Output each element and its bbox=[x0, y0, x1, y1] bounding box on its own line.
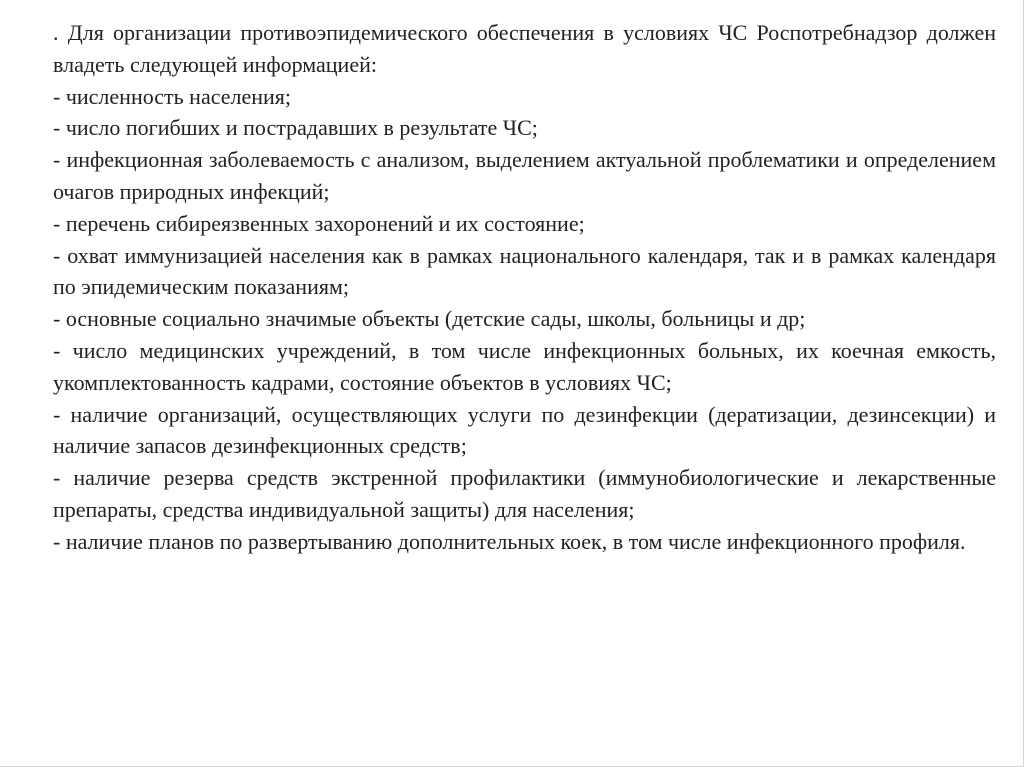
list-item-prophylaxis-reserve: - наличие резерва средств экстренной профилактики (иммунобиологические и лекарственные препараты, средства индивидуальной защиты) для населения; bbox=[53, 465, 996, 522]
document-text-block bbox=[53, 17, 996, 558]
list-item-medical-institutions: - число медицинских учреждений, в том числе инфекционных больных, их коечная емкость, укомплектованность кадрами, состояние объектов в условиях ЧС; bbox=[53, 337, 996, 395]
list-item-social-objects: - основные социально значимые объекты (детские сады, школы, больницы и др; bbox=[53, 306, 806, 332]
list-item-casualties: - число погибших и пострадавших в результате ЧС; bbox=[53, 115, 538, 141]
list-item-anthrax-burials: - перечень сибиреязвенных захоронений и их состояние; bbox=[53, 210, 585, 236]
list-item-population: - численность населения; bbox=[53, 83, 292, 109]
list-item-immunization-coverage: - охват иммунизацией населения как в рамках национального календаря, так и в рамках календаря по эпидемическим показаниям; bbox=[53, 242, 996, 300]
list-item-infectious-morbidity: - инфекционная заболеваемость с анализом, выделением актуальной проблематики и определением очагов природных инфекций; bbox=[53, 147, 996, 204]
list-item-bed-deployment-plans: - наличие планов по развертыванию дополнительных коек, в том числе инфекционного профиля. bbox=[53, 528, 966, 554]
intro-paragraph: . Для организации противоэпидемического обеспечения в условиях ЧС Роспотребнадзор должен владеть следующей информацией: bbox=[53, 20, 996, 77]
list-item-disinfection-organizations: - наличие организаций, осуществляющих услуги по дезинфекции (дератизации, дезинсекции) и наличие запасов дезинфекционных средств; bbox=[53, 401, 996, 459]
